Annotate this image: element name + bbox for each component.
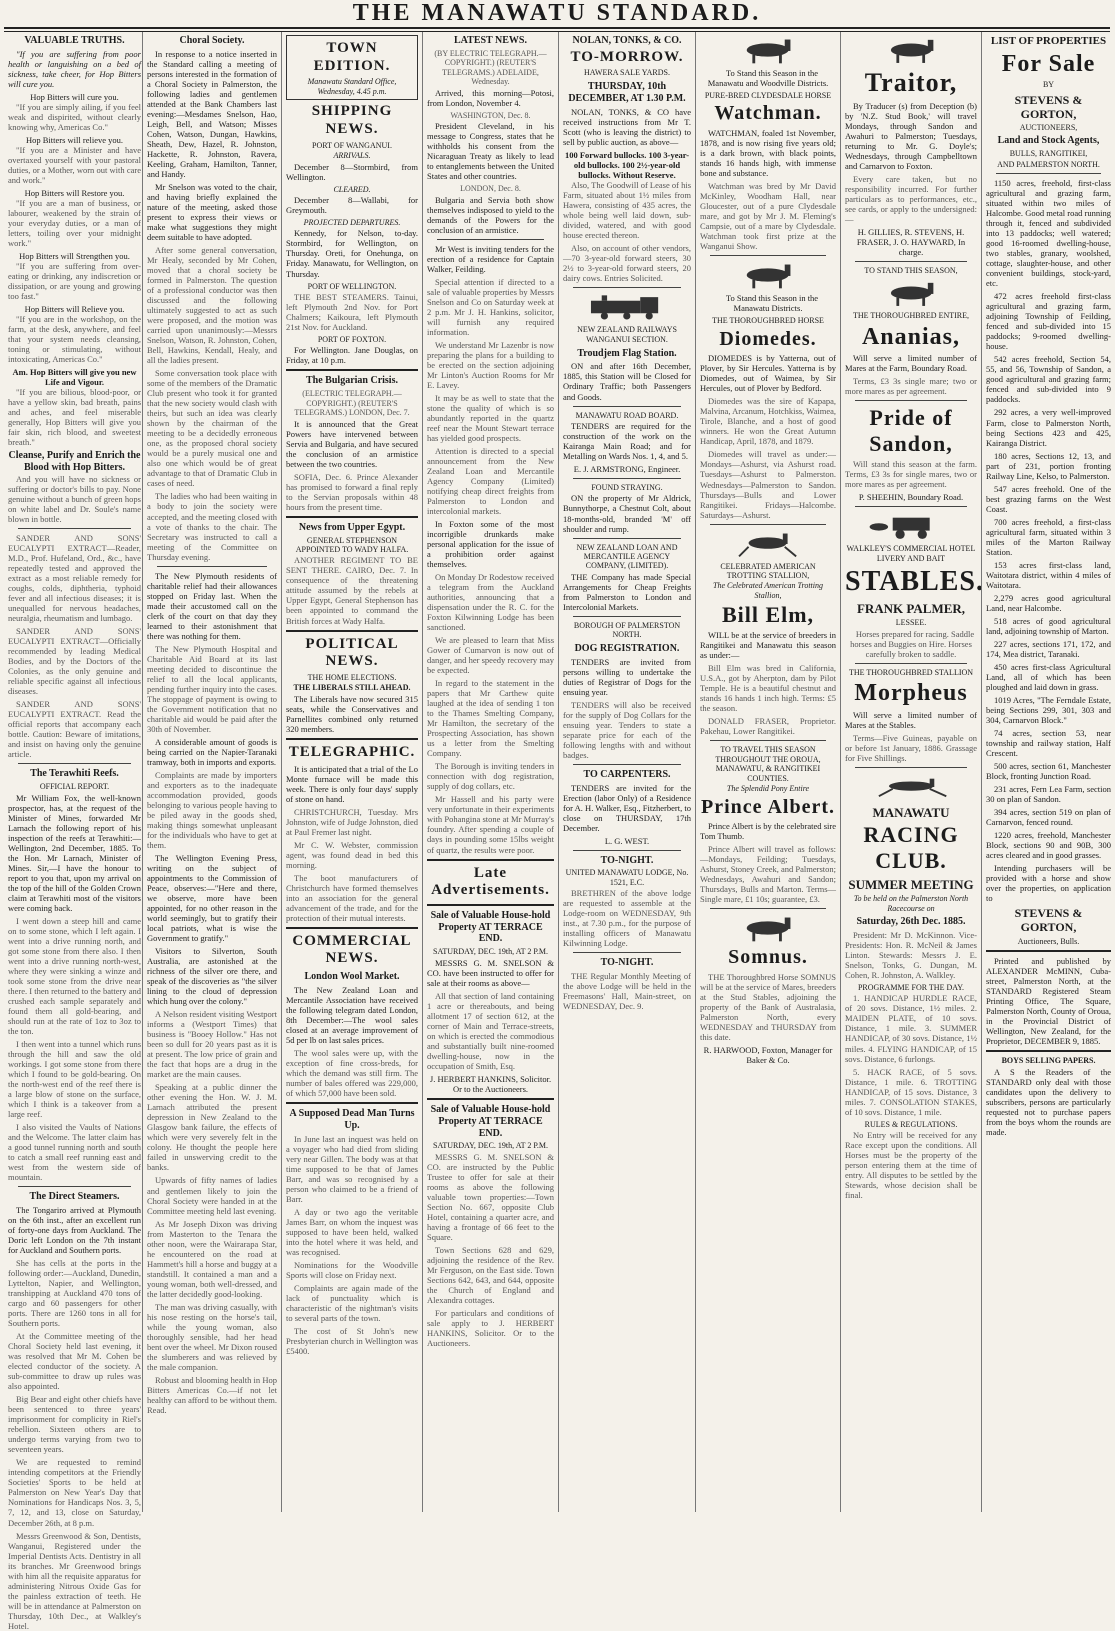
hop-bitters-line: Hop Bitters will Strengthen you. bbox=[19, 251, 130, 262]
racehorse-icon bbox=[865, 772, 957, 802]
prince-albert-body: Prince Albert is by the celebrated sire Tom Thumb. bbox=[700, 821, 836, 842]
horse-icon bbox=[720, 260, 815, 290]
locomotive-icon bbox=[582, 292, 672, 322]
boys-selling-heading: BOYS SELLING PAPERS. bbox=[1001, 1056, 1096, 1066]
summer-meeting-heading: SUMMER MEETING bbox=[848, 876, 974, 892]
travel-sub: The Splendid Pony Entire bbox=[726, 784, 810, 794]
latest-news-body-3: Bulgaria and Servia both show themselves indisposed to yield to the demands of the Powers for the conclusion of an armistice. bbox=[427, 194, 554, 235]
morpheus-body: Will serve a limited number of Mares at the Stables. bbox=[845, 709, 977, 730]
bill-elm-heading: Bill Elm, bbox=[721, 602, 815, 628]
political-news-body: The Liberals have now secured 315 seats, while the Conservatives and Parnellites combined only returned 320 members. bbox=[286, 693, 418, 734]
nzlma-body: THE Company has made Special Arrangements for Cheap Freights from Palmerston to London and Intercolonial Markets. bbox=[563, 571, 691, 612]
property-item: 2,279 acres good agricultural Land, near Halcombe. bbox=[986, 592, 1111, 613]
stock-items: 100 Forward bullocks. 100 3-year-old bullocks. 100 2½-year-old bullocks. Without Reserve. bbox=[564, 149, 690, 180]
port-wellington-heading: PORT OF WELLINGTON. bbox=[307, 281, 397, 291]
nolan-tonks-heading: NOLAN, TONKS, & CO. bbox=[572, 35, 682, 46]
arrivals-text: December 8—Stormbird, from Wellington. bbox=[286, 161, 418, 182]
stevens-gorton-heading: STEVENS & GORTON, bbox=[1014, 92, 1083, 121]
travel-heading: TO TRAVEL THIS SEASON THROUGHOUT THE OROUA, MANAWATU, & RANGITIKEI COUNTIES. bbox=[715, 745, 821, 783]
terawhiti-reefs-body: Mr William Fox, the well-known prospector, has, at the request of the Minister of Mines, forwarded Mr Larnach the following report of his inspection of the reefs at Terawhiti:—Wellington, 2nd December, 1885. To the Hon. Mr Larnach, Minister of Mines. Sir,—I have the honour to report to you that, upon my arrival on the top of the hill of the Golden Crown claim at Terawhiti most of the visitors were coming back. bbox=[8, 792, 141, 913]
road-board-sign: E. J. ARMSTRONG, Engineer. bbox=[573, 464, 681, 475]
masthead: THE MANAWATU STANDARD. bbox=[352, 0, 762, 26]
property-item: 394 acres, section 519 on plan of Carnarvon, fenced round. bbox=[986, 807, 1111, 828]
watchman-breed: PURE-BRED CLYDESDALE HORSE bbox=[704, 91, 832, 101]
trotting-horse-icon bbox=[720, 529, 815, 559]
direct-steamers-heading: The Direct Steamers. bbox=[29, 1191, 120, 1203]
diomedes-breed: THE THOROUGHBRED HORSE bbox=[712, 316, 824, 326]
stevens-gorton-sign-sub: Auctioneers, Bulls. bbox=[1017, 936, 1080, 946]
carpenters-heading: TO CARPENTERS. bbox=[583, 768, 671, 780]
upper-egypt-heading: News from Upper Egypt. bbox=[298, 521, 406, 533]
lodge-name: UNITED MANAWATU LODGE, No. 1521, E.C. bbox=[565, 868, 689, 887]
cleared-text: December 8—Wallabi, for Greymouth. bbox=[286, 194, 418, 215]
arrivals-label: ARRIVALS. bbox=[333, 151, 371, 161]
dog-registration-heading: DOG REGISTRATION. bbox=[574, 642, 680, 654]
direct-steamers-body: The Tongariro arrived at Plymouth on the 6th inst., after an excellent run of forty-one days from Auckland. The Doric left London on the 7th instant for Auckland and Southern ports. bbox=[8, 1205, 141, 1256]
column-6: To Stand this Season in the Manawatu and Woodville Districts. PURE-BRED CLYDESDALE HORSE Watchman. WATCHMAN, foaled 1st November, 1878, and is now rising five years old; is a dark brown, with black points, stands 16 hands high, with immense bone and substance. Watchman was bred by Mr David McKinley, Woodham Hall, near Gloucester, out of a pure Clydesdale mare, and got by Mr J. M. Fleming's Campsie, out of a mare by Clydesdale. Watchman took first prize at the Wanganui Show. To Stand this Season in the Manawatu Districts. THE THOROUGHBRED HORSE Diomedes. DIOMEDES is by Yatterna, out of Plover, by Sir Hercules. Yatterna is by Diomedes, out of Waimea, by Sir Hercules, out of Plover by Bedford. Diomedes was the sire of Kapapa, Malvina, Arcanum, Hotchkiss, Waimea, Tirole, Blanche, and a host of good winners. He won the Great Autumn Handicap, April, 1878, and 1879. Diomedes will travel as under:—Mondays—Ashurst, via Ashurst road. Tuesdays—Ashurst to Palmerston. Wednesdays—Palmerston to Sandon. Thursdays—Bulls and Lower Rangitikei. Fridays—Halcombe. Saturdays—Ashurst. CELEBRATED AMERICAN TROTTING STALLION, The Celebrated American Trotting Stallion, Bill Elm, WILL be at the service of breeders in Rangitikei and Manawatu this season as under:— Bill Elm was bred in California, U.S.A., got by Aherpton, dam by Pilot Temple. He is a beautiful chestnut and stands 16 hands 1 inch high. Terms: £5 the season. DONALD FRASER, Proprietor. Pakehau, Lower Rangitikei. TO TRAVEL THIS SEASON THROUGHOUT THE OROUA, MANAWATU, & RANGITIKEI COUNTIES. The Splendid Pony Entire Prince Albert. Prince Albert is by the celebrated sire Tom Thumb. Prince Albert will travel as follows:—Mondays, Feilding; Tuesdays, Ashurst, Stoney Creek, and Palmerston; Wednesdays, Awahuri and Sandon; Thursdays, Bulls and Marton. Terms—Single mare, £1 10s; guarantee, £3. Somnus. THE Thoroughbred Horse SOMNUS will be at the service of Mares, breeders at the Stud Stables, adjoining the property of the Bank of Australasia, Palmerston North, every WEDNESDAY and THURSDAY from this date. R. HARWOOD, Foxton, Manager for Baker & Co. bbox=[695, 32, 840, 1512]
official-report-subheading: OFFICIAL REPORT. bbox=[39, 782, 110, 792]
stevens-gorton-sign: STEVENS & GORTON, bbox=[1014, 906, 1083, 935]
hop-bitters-line: Cleanse, Purify and Enrich the Blood with Hop Bitters. bbox=[8, 450, 141, 474]
property-item: 542 acres freehold, Section 54, 55, and 56, Township of Sandon, a good agricultural and grazing farm; fenced and sub-divided into 9 paddocks. bbox=[986, 354, 1111, 405]
late-ads-heading: Late Advertisements. bbox=[431, 864, 550, 899]
hop-bitters-line: Hop Bitters will Relieve you. bbox=[24, 304, 125, 315]
traitor-heading: Traitor, bbox=[864, 68, 958, 97]
nzlma-heading: NEW ZEALAND LOAN AND MERCANTILE AGENCY COMPANY, (LIMITED). bbox=[576, 542, 678, 571]
lessee-label: LESSEE. bbox=[895, 618, 927, 628]
list-of-properties-heading: LIST OF PROPERTIES bbox=[990, 35, 1107, 47]
valuable-truths-heading: VALUABLE TRUTHS. bbox=[24, 35, 125, 46]
boys-selling-body: A S the Readers of the STANDARD only deal with those candidates upon the delivery to subscribers, persons are particularly requested not to purchase papers from the boys whom the rounds are made. bbox=[986, 1066, 1111, 1137]
nz-railways-heading: NEW ZEALAND RAILWAYS bbox=[577, 324, 677, 334]
watchman-intro: To Stand this Season in the Manawatu and Woodville Districts. bbox=[707, 68, 829, 89]
ananias-breed: THE THOROUGHBRED ENTIRE, bbox=[852, 311, 970, 321]
property-item: 547 acres freehold. One of the best grazing farms on the West Coast. bbox=[986, 483, 1111, 514]
upper-egypt-sub: GENERAL STEPHENSON APPOINTED TO WADY HALFA. bbox=[295, 535, 409, 554]
traitor-body: By Traducer (s) from Deception (b) by 'N.Z. Stud Book,' will travel Mondays, through Sandon and Awahuri to Palmerston; Tuesdays, returning to Mr. G. Doyle's; Wednesdays, through Campbelltown and Carnarvon to Foxton. bbox=[845, 100, 977, 171]
tramway-body: A considerable amount of goods is being carried on the Napier-Taranaki tramway, both in imports and exports. bbox=[147, 736, 277, 767]
property-item: 1150 acres, freehold, first-class agricultural and grazing farm, situated within two miles of Halcombe. Good metal road running through it, fenced and subdivided into 13 paddocks; well watered; good 16-roomed dwelling-house, two stables, granary, woolshed, cottage, slaughter-house, and other convenient buildings, stock-yard, etc. bbox=[986, 178, 1111, 289]
pride-of-sandon-heading: Pride of Sandon, bbox=[869, 405, 953, 457]
dead-man-heading: A Supposed Dead Man Turns Up. bbox=[289, 1108, 415, 1131]
hop-bitters-line: Hop Bitters will cure you. bbox=[30, 91, 119, 102]
commercial-news-heading: COMMERCIAL NEWS. bbox=[292, 932, 412, 967]
wool-market-heading: London Wool Market. bbox=[304, 971, 400, 983]
sale-1-date: SATURDAY, DEC. 19th, AT 2 P.M. bbox=[433, 947, 548, 957]
intending-purchasers: Intending purchasers will be provided with a horse and show over the properties, on application to bbox=[986, 863, 1111, 904]
troudjem-heading: Troudjem Flag Station. bbox=[577, 347, 677, 359]
latest-news-body-1: Arrived, this morning—Potosi, from London, November 4. bbox=[427, 87, 554, 108]
column-5: NOLAN, TONKS, & CO. TO-MORROW. HAWERA SALE YARDS. THURSDAY, 10th DECEMBER, AT 1.30 P.M. NOLAN, TONKS, & CO have received instructions from Mr T. Scott (who is leaving the district) to sell by public auction, as above— 100 Forward bullocks. 100 3-year-old bullocks. 100 2½-year-old bullocks. Without Reserve. Also, The Goodwill of Lease of his Farm, situated about 1½ miles from Hawera, consisting of 435 acres, the whole being well laid down, sub-divided, watered, and with good house erected thereon. Also, on account of other vendors,—70 3-year-old forward steers, 30 2½ to 3-year-old forward steers, 20 dairy cows. Entries Solicited. NEW ZEALAND RAILWAYS WANGANUI SECTION. Troudjem Flag Station. ON and after 16th December, 1885, this Station will be Closed for Ordinary Traffic; both Passengers and Goods. MANAWATU ROAD BOARD. TENDERS are required for the construction of the work on the Kairanga Main Road; and for Metalling on Wards Nos. 1, 4, and 5. E. J. ARMSTRONG, Engineer. FOUND STRAYING. ON the property of Mr Aldrick, Bunnythorpe, a Chestnut Colt, about 18-months-old, branded 'M' off shoulder and rump. NEW ZEALAND LOAN AND MERCANTILE AGENCY COMPANY, (LIMITED). THE Company has made Special Arrangements for Cheap Freights from Palmerston to London and Intercolonial Markets. BOROUGH OF PALMERSTON NORTH. DOG REGISTRATION. TENDERS are invited from persons willing to undertake the duties of Registrar of Dogs for the ensuing year. TENDERS will also be received for the supply of Dog Collars for the ensuing year. Tenders to state a separate price for each of the following lengths with and without badges. TO CARPENTERS. TENDERS are invited for the Erection (labor Only) of a Residence for A. H. Walker, Esq., Fitzherbert, to close on THURSDAY, 17th December. L. G. WEST. TO-NIGHT. UNITED MANAWATU LODGE, No. 1521, E.C. BRETHREN of the above lodge are requested to assemble at the Lodge-room on WEDNESDAY, 9th inst., at 7.30 p.m., for the purpose of installing officers of Manawatu Kilwinning Lodge. TO-NIGHT. THE Regular Monthly Meeting of the above Lodge will be held in the Freemasons' Hall, Main-street, on WEDNESDAY, Dec. 9. bbox=[558, 32, 695, 1512]
morpheus-breed: THE THOROUGHBRED STALLION bbox=[848, 667, 974, 677]
local-body-1: Mr West is inviting tenders for the erection of a residence for Captain Walker, Feilding. bbox=[427, 243, 554, 274]
foxton-projected-text: For Wellington. Jane Douglas, on Friday, at 10 p.m. bbox=[286, 345, 418, 366]
local-body-2: In Foxton some of the most incorrigible drunkards make personal application for the issue of a prohibition order against themselves. bbox=[427, 519, 554, 570]
rules-heading: RULES & REGULATIONS. bbox=[864, 1119, 958, 1129]
watchman-body: WATCHMAN, foaled 1st November, 1878, and is now rising five years old; is a dark brown, with black points, stands 16 hands high, with immense bone and substance. bbox=[700, 128, 836, 179]
borough-heading: BOROUGH OF PALMERSTON NORTH. bbox=[573, 620, 681, 640]
shipping-news-heading: SHIPPING NEWS. bbox=[311, 103, 393, 137]
ananias-body: Will serve a limited number of Mares at the Farm, Boundary Road. bbox=[845, 353, 977, 374]
political-news-heading: POLITICAL NEWS. bbox=[305, 635, 399, 670]
palmerston-label: AND PALMERSTON NORTH. bbox=[997, 159, 1100, 169]
home-elections-sub: THE HOME ELECTIONS. bbox=[307, 672, 397, 682]
port-foxton-heading: PORT OF FOXTON. bbox=[317, 335, 387, 345]
property-item: 1019 Acres, "The Ferndale Estate, being Sections 299, 301, 303 and 304, Carnarvon Block." bbox=[986, 694, 1111, 725]
tonight-heading: TO-NIGHT. bbox=[600, 854, 654, 866]
hop-bitters-line: Am. Hop Bitters will give you new Life and Vigour. bbox=[12, 367, 137, 388]
programme-heading: PROGRAMME FOR THE DAY. bbox=[857, 982, 965, 992]
ananias-heading: Ananias, bbox=[861, 323, 961, 350]
column-2: Choral Society. In response to a notice inserted in the Standard calling a meeting of persons interested in the formation of a Choral Society in Palmerston, the following ladies and gentlemen attended at the Bank Chambers last evening:—Mesdames Snelson, Hao, Leigh, Bell, and Watson; Misses Cohen, Watson, Dungan, Hawkins, Sheath, Dew, Hazel, R. Johnston, Hackette, R. Johnston, Ravera, Keeling, Graham, Hamilton, Tanner, and Handy. Mr Snelson was voted to the chair, and having briefly explained the nature of the meeting, asked those present to express their views or make what suggestions they might deem suitable to have adopted. After some general conversation, Mr Healy, seconded by Mr Cohen, moved that a choral society be formed in Palmerston. The question of a professional conductor was then discussed and the following ultimately suggested to act as such were proposed, and the motion was carried upon unanimously:—Messrs Snelson, Watson, R. Johnston, Cohen, Bell, Hawkins, Kendall, Healy, and all the ladies present. Some conversation took place with some of the members of the Dramatic Club present who took it for granted that the new society would clash with theirs, but such an idea was clearly shown by the chairman of the meeting to be a decidedly erroneous one, as the proposed choral society would be a purely musical one and also one which would be of great advantage to that of Dramatic Club in cases of need. The ladies who had been waiting in a body to join the society were accepted, and the meeting closed with a vote of thanks to the chair. The Secretary was instructed to call a meeting of the Committee on Thursday evening. The New Plymouth residents of charitable relief had their allowances stopped on Friday last. When the made their accustomed call on the clerk of the court on that day they learned to their astonishment that there was nothing for them. The New Plymouth Hospital and Charitable Aid Board at its last meeting decided to discontinue the relief to all the local applicants, pending further inquiry into the cases. The stoppage of payment is owing to the Government notification that no charitable aid would be paid after the 30th of November. A considerable amount of goods is being carried on the Napier-Taranaki tramway, both in imports and exports. Complaints are made by importers and exporters as to the inadequate accommodation provided, goods belonging to various people having to be piled away in the goods shed, making things somewhat unpleasant for the individuals who have to get at them. The Wellington Evening Press, writing on the subject of appointments to the Commission of Peace, observes:—"Here and there, we observe, more have been appointed, for no other reason in the world seemingly, but to gratify their local patriots, what is wise the Government to gratify." Visitors to Silverton, South Australia, are astonished at the richness of the silver ore there, and speak of the discoveries as "the silver lining to the cloud of depression which hung over the colony." A Nelson resident visiting Westport informs a (Westport Times) that business is "Booey Hollow." Has not been so dull for 20 years past as it is at present. The low price of grain and the fact that hops are a drug in the market are the main causes. Speaking at a public dinner the other evening the Hon. W. J. M. Larnach attributed the present depression in New Zealand to the Glasgow bank failure, the effects of which were very severely felt in the colony. He thought the people here failed in unswerving credit to the banks. Upwards of fifty names of ladies and gentlemen likely to join the Choral Society were handed in at the Committee meeting held last evening. As Mr Joseph Dixon was driving from Masterton to the Tenara the other noon, were the Wairarapa Star, he encountered on the road at Hammett's hill a horse and buggy at a standstill. It contained a man and a young woman, both well-dressed, and the latter decidedly good-looking. The man was driving casually, with his nose resting on the horse's tail, while the young woman, also thoroughly sensible, had her head bent over the wheel. Mr Dixon roused the slumberers and was relieved by the male companion. Robust and blooming health in Hop Bitters Americas Co.—if not let healthy can afford to be without them. Read. bbox=[142, 32, 281, 1512]
column-1: VALUABLE TRUTHS. "If you are suffering from poor health or languishing on a bed of sickness, take cheer, for Hop Bitters will cure you. Hop Bitters will cure you. "If you are simply ailing, if you feel weak and dispirited, without clearly knowing why, Americas Co." Hop Bitters will relieve you. "If you are a Minister and have overtaxed yourself with your pastoral duties, or a Mother, worn out with care and work." Hop Bitters will Restore you. "If you are a man of business, or labourer, weakened by the strain of your everyday duties, or a man of letters, toiling over your midnight work." Hop Bitters will Strengthen you. "If you are suffering from over-eating or drinking, any indiscretion or dissipation, or are young and growing too fast." Hop Bitters will Relieve you. "If you are in the workshop, on the farm, at the desk, anywhere, and feel that your system needs cleansing, toning or stimulating, without intoxicating, Americas Co." Am. Hop Bitters will give you new Life and Vigour. "If you are bilious, blood-poor, or have a yellow skin, bad breath, pains and aches, and feel miserable generally, Hop Bitters will give you fair skin, rich blood, and sweetest breath." Cleanse, Purify and Enrich the Blood with Hop Bitters. And you will have no sickness or suffering or doctor's bills to pay. None genuine without a bunch of green hops on white label and Dr. Soule's name blown in bottle. SANDER AND SONS' EUCALYPTI EXTRACT—Reader, M.D., Prof. Hufeland, Ord., &c., have repeatedly tested and approved the extract as a most reliable remedy for coughs, colds, diphtheria, typhoid fever and all infectious diseases; it is unequalled for nervous headaches, neuralgia, rheumatism and lumbago. SANDER AND SONS' EUCALYPTI EXTRACT—Officially recommended by leading Medical Bodies, and by the Doctors of the Colonies, as the only genuine and reliable specific against all infectious diseases. SANDER AND SONS' EUCALYPTI EXTRACT. Read the official reports that accompany each bottle. Caution: Beware of imitations, and insist on having only the genuine article. The Terawhiti Reefs. OFFICIAL REPORT. Mr William Fox, the well-known prospector, has, at the request of the Minister of Mines, forwarded Mr Larnach the following report of his inspection of the reefs at Terawhiti:—Wellington, 2nd December, 1885. To the Hon. Mr Larnach, Minister of Mines. Sir,—I have the honour to report to you that, upon my arrival on the top of the hill of the Golden Crown claim at Terawhiti most of the visitors were coming back. I went down a steep hill and came on to some stone, which I left again. I went into a drive running north, and got some stone from there also. I then went into a drive running north-west, where they were sinking a winze and took some stone from the drive near there. I then returned to the battery and crushed each sample separately and found them all gold-bearing, and should run at the rate of 1oz to 3oz to the ton. I then went into a tunnel which runs through the hill and saw the old workings. I got some stone from there which I found to be gold-bearing. On the north-west end of the reef there is a large blow of stone on the surface, which I think is a takeover from a large reef. I also visited the Vaults of Nations and the Welcome. The latter claim has a good tunnel running north and south to catch a small reef running east and west from the western side of mountain. The Direct Steamers. The Tongariro arrived at Plymouth on the 6th inst., after an excellent run of forty-one days from Auckland. The Doric left London on the 7th instant for Auckland and Southern ports. She has cells at the ports in the following order:—Auckland, Dunedin, Lyttelton, Napier, and Wellington, transhipping at Auckland 470 tons of cargo and 60 passengers for other ports. There are 1260 tons in all for Southern ports. At the Committee meeting of the Choral Society held last evening, it was resolved that Mr M. Cohen be elected conductor of the society. A sub-committee to draw up rules was also appointed. Big Bear and eight other chiefs have been sentenced to three years' imprisonment for complicity in Riel's rebellion. Sixteen others are to undergo terms varying from two to seventeen years. We are requested to remind intending competitors at the Friendly Societies' Sports to be held at Palmerston on New Year's Day that Nominations for Handicaps Nos. 3, 5, 7, 12, and 13, close on Saturday, December 26th, at 8 p.m. Messrs Greenwood & Son, Dentists, Wanganui, Registered under the Imperial Dentists Acts. Dentistry in all its branches. Mr Greenwood brings with him all the requisite apparatus for administering Nitrous Oxide Gas for the painless extraction of teeth. He will be in attendance at Palmerston on Thursday, 10th Dec., at Walkley's Hotel. bbox=[8, 35, 141, 1631]
found-straying-heading: FOUND STRAYING. bbox=[591, 483, 663, 493]
office-timestamp: Manawatu Standard Office, Wednesday, 4.45 p.m. bbox=[307, 77, 397, 96]
property-item: 450 acres first-class Agricultural Land, all of which has been ploughed and laid down in grass. bbox=[986, 661, 1111, 692]
sale-date: THURSDAY, 10th DECEMBER, AT 1.30 P.M. bbox=[568, 80, 686, 104]
sale-2-date: SATURDAY, DEC. 19th, AT 2 P.M. bbox=[433, 1141, 548, 1151]
liberals-ahead-sub: THE LIBERALS STILL AHEAD. bbox=[293, 683, 411, 693]
diomedes-body: DIOMEDES is by Yatterna, out of Plover, by Sir Hercules. Yatterna is by Diomedes, out of Waimea, by Sir Hercules, out of Plover by Bedford. bbox=[700, 353, 836, 394]
property-item: 700 acres freehold, a first-class agricultural farm, situated within 3 miles of the Marton Railway Station. bbox=[986, 516, 1111, 557]
property-item: 231 acres, Fern Lea Farm, section 30 on plan of Sandon. bbox=[986, 784, 1111, 805]
horse-icon bbox=[865, 278, 957, 308]
carpenters-sign: L. G. WEST. bbox=[604, 835, 650, 846]
road-board-heading: MANAWATU ROAD BOARD. bbox=[575, 410, 679, 420]
sale-1-heading: Sale of Valuable House-hold Property AT TERRACE END. bbox=[430, 909, 551, 945]
column-7: Traitor, By Traducer (s) from Deception (b) by 'N.Z. Stud Book,' will travel Mondays, through Sandon and Awahuri to Palmerston; Tuesdays, returning to Mr. G. Doyle's; Wednesdays, through Campbelltown and Carnarvon to Foxton. Every care taken, but no responsibility incurred. For further particulars as to performances, etc., see cards, or apply to the undersigned:— H. GILLIES, R. STEVENS, H. FRASER, J. O. HAYWARD, In charge. TO STAND THIS SEASON, THE THOROUGHBRED ENTIRE, Ananias, Will serve a limited number of Mares at the Farm, Boundary Road. Terms, £3 3s single mare; two or more mares as per agreement. Pride of Sandon, Will stand this season at the farm. Terms, £3 3s for single mares, two or more mares as per agreement. P. SHEEHIN, Boundary Road. WALKLEY'S COMMERCIAL HOTEL LIVERY AND BAIT STABLES. FRANK PALMER, LESSEE. Horses prepared for racing. Saddle horses and Buggies on Hire. Horses carefully broken to saddle. THE THOROUGHBRED STALLION Morpheus Will serve a limited number of Mares at the Stables. Terms—Five Guineas, payable on or before 1st January, 1886. Grassage for Five Shillings. MANAWATU RACING CLUB. SUMMER MEETING To be held on the Palmerston North Racecourse on Saturday, 26th Dec. 1885. President: Mr D. McKinnon. Vice-Presidents: Hon. R. McNeil & James Linton. Stewards: Messrs J. E. Snelson, Tonks, G. Dungan, M. Cohen, R. Johnston, A. Walkley. PROGRAMME FOR THE DAY. 1. HANDICAP HURDLE RACE, of 20 sovs. Distance, 1½ miles. 2. MAIDEN PLATE, of 10 sovs. Distance, 1 mile. 3. SUMMER HANDICAP, of 30 sovs. Distance, 1½ miles. 4. FLYING HANDICAP, of 15 sovs. Distance, 6 furlongs. 5. HACK RACE, of 5 sovs. Distance, 1 mile. 6. TROTTING HANDICAP, of 15 sovs. Distance, 3 miles. 7. CONSOLATION STAKES, of 10 sovs. Distance, 1 mile. RULES & REGULATIONS. No Entry will be received for any Race except upon the conditions. All Horses must be the property of the person entering them at the time of entry. All disputes to be settled by the Stewards, whose decision shall be final. bbox=[840, 32, 981, 1512]
carpenters-body: TENDERS are invited for the Erection (labor Only) of a Residence for A. H. Walker, Esq., Fitzherbert, to close on THURSDAY, 17th December. bbox=[563, 782, 691, 833]
column-3: TOWN EDITION. Manawatu Standard Office, Wednesday, 4.45 p.m. SHIPPING NEWS. PORT OF WANGANUI. ARRIVALS. December 8—Stormbird, from Wellington. CLEARED. December 8—Wallabi, for Greymouth. PROJECTED DEPARTURES. Kennedy, for Nelson, to-day. Stormbird, for Wellington, on Thursday. Oreti, for Onehunga, on Friday. Manawatu, for Wellington, on Thursday. PORT OF WELLINGTON. THE BEST STEAMERS. Tainui, left Plymouth 2nd Nov. for Port Chalmers; Kaikoura, left Plymouth 21st Nov. for Auckland. PORT OF FOXTON. For Wellington. Jane Douglas, on Friday, at 10 p.m. The Bulgarian Crisis. (ELECTRIC TELEGRAPH.—COPYRIGHT.) (REUTER'S TELEGRAMS.) LONDON, Dec. 7. It is announced that the Great Powers have intervened between Servia and Bulgaria, and have secured the conclusion of an armistice between the two countries. SOFIA, Dec. 6. Prince Alexander has promised to forward a final reply to the Servian proposals within 48 hours from the present time. News from Upper Egypt. GENERAL STEPHENSON APPOINTED TO WADY HALFA. ANOTHER REGIMENT TO BE SENT THERE. CAIRO, Dec. 7. In consequence of the threatening attitude assumed by the rebels at Upper Egypt, General Stephenson has been appointed to command the British forces at Wady Halfa. POLITICAL NEWS. THE HOME ELECTIONS. THE LIBERALS STILL AHEAD. The Liberals have now secured 315 seats, while the Conservatives and Parnellites combined only returned 320 members. TELEGRAPHIC. It is anticipated that a trial of the Lo Monte furnace will be made this week. There is only four days' supply of stone on hand. CHRISTCHURCH, Tuesday. Mrs Johnston, wife of Judge Johnston, died at Paul Fremer last night. Mr C. W. Webster, commission agent, was found dead in bed this morning. The boot manufacturers of Christchurch have formed themselves into an association for the general advancement of the trade, and for the protection of their mutual interests. COMMERCIAL NEWS. London Wool Market. The New Zealand Loan and Mercantile Association have received the following telegram dated London, 8th December:—The wool sales closed at an average improvement of 5d per lb on last sales prices. The wool sales were up, with the exception of fine cross-breds, for which the demand was still firm. The number of bales offered was 229,000, of which 57,000 have been sold. A Supposed Dead Man Turns Up. In June last an inquest was held on a voyager who had died from sliding very near Gillen. The body was at that time supposed to be that of James Barr, and was so recognised by a person who claimed to be a friend of Barr. A day or two ago the veritable James Barr, on whom the inquest was supposed to have been held, walked into the hotel where it was held, and was recognised. Nominations for the Woodville Sports will close on Friday next. Complaints are again made of the lack of punctuality which is characteristic of the nightman's visits to several parts of the town. The cost of St John's new Presbyterian church in Wellington was £5400. bbox=[281, 32, 422, 1512]
bulgarian-crisis-heading: The Bulgarian Crisis. bbox=[306, 375, 398, 387]
latest-news-heading: LATEST NEWS. bbox=[454, 35, 527, 46]
frank-palmer: FRANK PALMER, bbox=[856, 601, 966, 617]
watchman-heading: Watchman. bbox=[714, 102, 822, 125]
pride-of-sandon-sign: P. SHEEHIN, Boundary Road. bbox=[858, 492, 964, 503]
bulgarian-crisis-body: It is announced that the Great Powers have intervened between Servia and Bulgaria, and have secured the conclusion of an armistice between the two countries. bbox=[286, 418, 418, 469]
by-label: BY bbox=[1042, 80, 1055, 90]
tonight-heading-2: TO-NIGHT. bbox=[600, 957, 654, 969]
property-item: 1220 acres, freehold, Manchester Block, sections 90 and 90B, 300 acres cleared and in good grasses. bbox=[986, 830, 1111, 861]
projected-label: PROJECTED DEPARTURES. bbox=[303, 218, 401, 227]
diomedes-intro: To Stand this Season in the Manawatu Districts. bbox=[725, 293, 819, 314]
railways-body: ON and after 16th December, 1885, this Station will be Closed for Ordinary Traffic; both Passengers and Goods. bbox=[563, 361, 691, 402]
summer-meeting-sub: To be held on the Palmerston North Racecourse on bbox=[853, 894, 969, 913]
tomorrow-heading: TO-MORROW. bbox=[570, 48, 684, 65]
land-agents-label: Land and Stock Agents, bbox=[997, 135, 1100, 147]
wanganui-section: WANGANUI SECTION. bbox=[586, 335, 668, 345]
hop-bitters-line: "If you are suffering from poor health or languishing on a bed of sickness, take cheer, for Hop Bitters will cure you. bbox=[8, 48, 141, 89]
racing-club-heading: RACING CLUB. bbox=[863, 822, 959, 873]
property-item: 292 acres, a very well-improved Farm, close to Palmerston North, being Sections 423 and 425, Kairanga District. bbox=[986, 407, 1111, 448]
dog-registration-body: TENDERS are invited from persons willing to undertake the duties of Registrar of Dogs for the ensuing year. bbox=[563, 656, 691, 697]
walkley-heading: WALKLEY'S COMMERCIAL HOTEL LIVERY AND BAIT bbox=[846, 544, 976, 563]
imprint-text: Printed and published by ALEXANDER McMINN, Cuba-street, Palmerston North, at the STANDARD Registered Steam Printing Office, The Square, Palmerston North, County of Oroua, in the Provincial District of Wellington, New Zealand, for the Proprietor, DECEMBER 9, 1885. bbox=[986, 955, 1111, 1047]
telegraphic-body: It is anticipated that a trial of the Lo Monte furnace will be made this week. There is only four days' supply of stone on hand. bbox=[286, 763, 418, 804]
summer-meeting-date: Saturday, 26th Dec. 1885. bbox=[856, 916, 966, 928]
trotter-sub: The Celebrated American Trotting Stallion, bbox=[713, 581, 823, 600]
coach-icon bbox=[865, 511, 957, 541]
nolan-tonks-body: NOLAN, TONKS, & CO have received instructions from Mr T. Scott (who is leaving the district) to sell by public auction, as above— bbox=[563, 106, 691, 147]
silverton-body: Visitors to Silverton, South Australia, are astonished at the richness of the silver ore there, and speak of the discoveries as "the silver lining to the cloud of depression which hung over the colony." bbox=[147, 946, 277, 1007]
sale-2-heading: Sale of Valuable House-hold Property AT TERRACE END. bbox=[430, 1103, 551, 1139]
projected-text: Kennedy, for Nelson, to-day. Stormbird, for Wellington, on Thursday. Oreti, for Onehunga, on Friday. Manawatu, for Wellington, on Thursday. bbox=[286, 228, 418, 279]
morpheus-heading: Morpheus bbox=[854, 680, 968, 707]
sale-1-sign: J. HERBERT HANKINS, Solicitor. Or to the Auctioneers. bbox=[429, 1073, 552, 1094]
latest-news-body-2: President Cleveland, in his message to Congress, states that he withholds his consent from the Nicaraguan Treaty as likely to lead to entanglements between the United States and other countries. bbox=[427, 121, 554, 182]
somnus-sign: R. HARWOOD, Foxton, Manager for Baker & Co. bbox=[703, 1045, 833, 1066]
somnus-heading: Somnus. bbox=[728, 946, 808, 969]
choral-society-body: In response to a notice inserted in the Standard calling a meeting of persons interested in the formation of a Choral Society in Palmerston, the following ladies and gentlemen attended at the Bank Chambers last evening:—Mesdames Snelson, Hao, Leigh, Bell, and Watson; Misses Cohen, Watson, Dungan, Hawkins, Sheath, Dew, Hazel, R. Johnston, Hackette, R. Johnston, Ravera, Keeling, Graham, Hamilton, Tanner, and Handy. bbox=[147, 48, 277, 179]
horse-icon bbox=[720, 913, 815, 943]
diomedes-heading: Diomedes. bbox=[719, 327, 817, 350]
choral-society-body-2: Mr Snelson was voted to the chair, and having briefly explained the nature of the meeting, asked those present to express their views or make what suggestions they might deem suitable to have adopted. bbox=[147, 182, 277, 243]
hawera-yards: HAWERA SALE YARDS. bbox=[584, 68, 670, 78]
wool-market-body: The New Zealand Loan and Mercantile Association have received the following telegram dated London, 8th December:—The wool sales closed at an average improvement of 5d per lb on last sales prices. bbox=[286, 984, 418, 1045]
auctioneers-label: AUCTIONEERS, bbox=[1019, 123, 1078, 133]
bill-elm-body: WILL be at the service of breeders in Rangitikei and Manawatu this season as under:— bbox=[700, 630, 836, 661]
found-straying-body: ON the property of Mr Aldrick, Bunnythorpe, a Chestnut Colt, about 18-months-old, branded 'M' off shoulder and rump. bbox=[563, 493, 691, 534]
property-item: 472 acres freehold first-class agricultural and grazing farm, adjoining Township of Feilding, fenced and sub-divided into 15 paddocks; 9-roomed dwelling-house. bbox=[986, 291, 1111, 352]
ananias-stand: TO STAND THIS SEASON, bbox=[864, 265, 958, 275]
property-item: 518 acres of good agricultural land, adjoining township of Marton. bbox=[986, 615, 1111, 636]
road-board-body: TENDERS are required for the construction of the work on the Kairanga Main Road; and for Metalling on Wards Nos. 1, 4, and 5. bbox=[563, 420, 691, 461]
relief-body: The New Plymouth residents of charitable relief had their allowances stopped on Friday last. When the made their accustomed call on the clerk of the court on that day they learned to their astonishment that there was nothing for them. bbox=[147, 570, 277, 641]
stables-heading: STABLES. bbox=[845, 566, 984, 597]
horse-icon bbox=[720, 35, 815, 65]
for-sale-heading: For Sale bbox=[1001, 50, 1096, 77]
property-item: 74 acres, section 53, near township and railway station, Half Crescent. bbox=[986, 727, 1111, 758]
port-wanganui-heading: PORT OF WANGANUI. bbox=[312, 140, 392, 150]
choral-society-heading: Choral Society. bbox=[179, 35, 245, 46]
property-item: 153 acres first-class land, Waitotara district, within 4 miles of Waitotara. bbox=[986, 559, 1111, 590]
trotter-heading: CELEBRATED AMERICAN TROTTING STALLION, bbox=[720, 561, 816, 580]
cleared-label: CLEARED. bbox=[333, 184, 371, 194]
prince-albert-heading: Prince Albert. bbox=[701, 795, 835, 818]
column-8 bbox=[981, 32, 1115, 1512]
traitor-sign: H. GILLIES, R. STEVENS, H. FRASER, J. O. HAYWARD, In charge. bbox=[856, 226, 966, 257]
sale-1-body: MESSRS G. M. SNELSON & CO. have been instructed to offer for sale at their rooms as above— bbox=[427, 957, 554, 988]
property-item: 227 acres, sections 171, 172, and 174, Mea district, Taranaki. bbox=[986, 638, 1111, 659]
terawhiti-reefs-heading: The Terawhiti Reefs. bbox=[30, 768, 119, 780]
horse-icon bbox=[865, 35, 957, 65]
hop-bitters-line: Hop Bitters will relieve you. bbox=[25, 134, 124, 145]
evening-press-body: The Wellington Evening Press, writing on the subject of appointments to the Commission of Peace, observes:—"Here and there, we observe, more have been appointed, for no other reason in the world seemingly, but to gratify their local patriots, what is wise the Government to gratify." bbox=[147, 853, 277, 944]
property-item: 500 acres, section 61, Manchester Block, fronting Junction Road. bbox=[986, 760, 1111, 781]
manawatu-label: MANAWATU bbox=[872, 804, 950, 820]
hop-bitters-line: Hop Bitters will Restore you. bbox=[24, 188, 125, 198]
column-4: LATEST NEWS. (BY ELECTRIC TELEGRAPH.—COPYRIGHT.) (REUTER'S TELEGRAMS.) ADELAIDE, Wednesday. Arrived, this morning—Potosi, from London, November 4. WASHINGTON, Dec. 8. President Cleveland, in his message to Congress, states that he withholds his consent from the Nicaraguan Treaty as likely to lead to entanglements between the United States and other countries. LONDON, Dec. 8. Bulgaria and Servia both show themselves indisposed to yield to the demands of the Powers for the conclusion of an armistice. Mr West is inviting tenders for the erection of a residence for Captain Walker, Feilding. Special attention if directed to a sale of valuable properties by Messrs Snelson and Co on Saturday week at 2 p.m. Mr J. H. Hankins, solicitor, will furnish any required information. We understand Mr Lazenbr is now preparing the plans for a building to be erected on the section adjoining Mr Linton's Auction Rooms for Mr E. Lavey. It may be as well to state that the stone the quality of which is so abundantly reported in the quartz reef near the Mount Stewart terrace has yielded good prospects. Attention is directed to a special announcement from the New Zealand Loan and Mercantile Agency Company (Limited) notifying cheap direct freights from Palmerston to London and intercolonial markets. In Foxton some of the most incorrigible drunkards make personal application for the issue of a prohibition order against themselves. On Monday Dr Rodestow received a telegram from the Auckland authorities, announcing that a dispensation under the R. C. for the Foxton Kilwinning Lodge has been sanctioned. We are pleased to learn that Miss Gower of Cumarvon is now out of danger, and her speedy recovery may be expected. In regard to the statement in the papers that Mr Carthew quite laughed at the idea of sending 1 ton to the Thames Smelting Company, Mr Hamilton, the secretary of the Prospecting Association, has shown us a letter from the Smelting Company. The Borough is inviting tenders in connection with dog registration, supply of dog collars, etc. Mr Hassell and his party were very unfortunate in their experiments with Pohangina stone at Mr Murray's foundry. After spending a couple of days in pounding some 15lbs weight of quartz, the results were poor. Late Advertisements. Sale of Valuable House-hold Property AT TERRACE END. SATURDAY, DEC. 19th, AT 2 P.M. MESSRS G. M. SNELSON & CO. have been instructed to offer for sale at their rooms as above— All that section of land containing 1 acre or thereabouts, and being allotment 17 of section 612, at the corner of Main and Terrace-streets, on which is erected the commodious and substantially built nine-roomed dwelling-house, now in the occupation of Smith, Esq. J. HERBERT HANKINS, Solicitor. Or to the Auctioneers. Sale of Valuable House-hold Property AT TERRACE END. SATURDAY, DEC. 19th, AT 2 P.M. MESSRS G. M. SNELSON & CO. are instructed by the Public Trustee to offer for sale at their rooms as above the following valuable town properties:—Town Section No. 667, opposite Club Hotel, containing a quarter acre, and having a frontage of 66 feet to the Square. Town Sections 628 and 629, adjoining the residence of the Rev. Mr Ferguson, on the East side. Town Sections 642, 643, and 644, opposite the Church of England and Alexandra cottages. For particulars and conditions of sale apply to J. HERBERT HANKINS, Solicitor. Or to the Auctioneers. bbox=[422, 32, 558, 1512]
telegraphic-heading: TELEGRAPHIC. bbox=[288, 743, 416, 760]
property-item: 180 acres, Sections 12, 13, and part of 231, portion fronting Railway Line, Kelso, to Palmerston. bbox=[986, 450, 1111, 481]
bulls-label: BULLS, RANGITIKEI, bbox=[1009, 149, 1088, 159]
town-edition-heading: TOWN EDITION. bbox=[313, 40, 391, 74]
